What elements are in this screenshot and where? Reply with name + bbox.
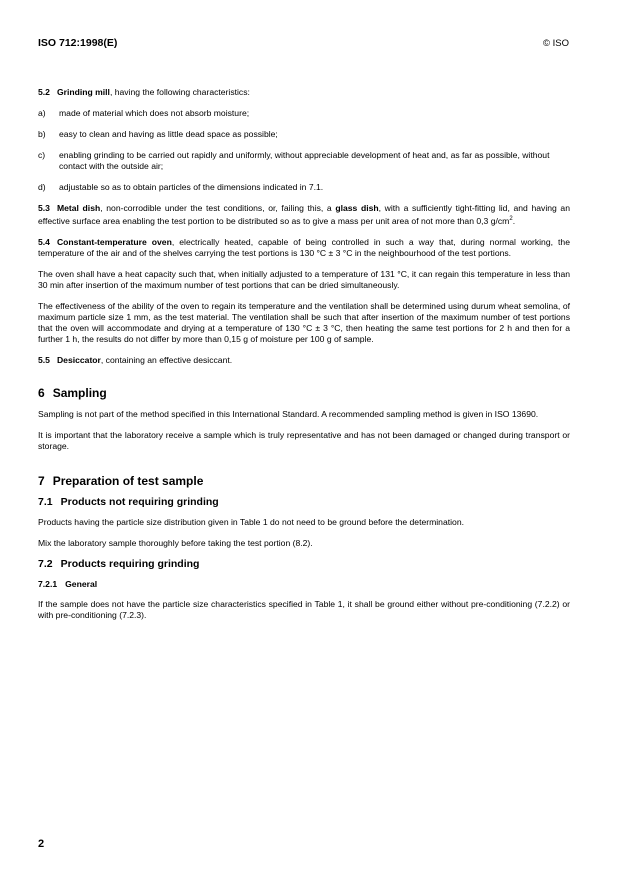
list-label: a)	[38, 108, 46, 118]
copyright-mark: © ISO	[542, 38, 569, 49]
page-number: 2	[38, 838, 45, 850]
subsubsection-number: 7.2.1	[38, 578, 58, 589]
subsection-heading-7-2	[38, 559, 570, 570]
clause-text: , electrically heated, capable of being controlled in such a way that, during normal working, the temperature of the air and of the shelves carrying the test portions is 130 °C ± 3 °C in the neighbourhood of the test portions.	[38, 236, 570, 258]
section-heading-6	[38, 385, 570, 400]
paragraph: Sampling is not part of the method specified in this International Standard. A recommended sampling method is given in ISO 13690.	[38, 408, 539, 419]
subsection-title: Products not requiring grinding	[60, 495, 219, 508]
list-text: easy to clean and having as little dead space as possible;	[59, 129, 278, 139]
section-title: Sampling	[52, 385, 107, 400]
superscript: 2	[509, 216, 513, 222]
clause-5-5	[38, 355, 570, 366]
clause-text: , with a sufficiently tight-fitting lid, and having an effective surface area enabling the test portion to be distributed so as to give a mass per unit area of not more than 0,3 g/cm	[38, 203, 570, 226]
clause-bold-term: glass dish	[335, 203, 379, 213]
list-item	[38, 182, 570, 193]
list-label: b)	[38, 129, 46, 139]
list-text: adjustable so as to obtain particles of the dimensions indicated in 7.1.	[59, 182, 324, 192]
clause-5-3	[38, 203, 570, 227]
paragraph: The effectiveness of the ability of the oven to regain its temperature and the ventilation shall be determined using durum wheat semolina, of maximum particle size 1 mm, as the test material. The ventilation shall be such that after insertion of the maximum number of test portions that the oven will accommodate and drying at a temperature of 130 °C ± 3 °C, then heating the same test portions for 2 h and then for a further 1 h, the results do not differ by more than 0,15 g of moisture per 100 g of sample.	[38, 300, 570, 344]
list-label: d)	[38, 182, 46, 192]
clause-text: , non-corrodible under the test conditions, or, failing this, a	[100, 203, 336, 213]
section-heading-7	[38, 473, 570, 488]
paragraph: The oven shall have a heat capacity such that, when initially adjusted to a temperature of 131 °C, it can regain this temperature in less than 30 min after insertion of the maximum number of test portions that can be dried simultaneously.	[38, 268, 570, 290]
section-number: 6	[38, 385, 45, 400]
clause-title: Metal dish	[56, 203, 101, 213]
clause-title: Constant-temperature oven	[56, 236, 172, 247]
clause-5-2	[38, 87, 570, 98]
list-item	[38, 108, 570, 119]
list-item	[38, 129, 570, 140]
clause-number: 5.4	[38, 236, 50, 247]
clause-title: Grinding mill	[56, 87, 110, 97]
paragraph: If the sample does not have the particle size characteristics specified in Table 1, it shall be ground either without pre-conditioning (7.2.2) or with pre-conditioning (7.2.3).	[38, 598, 570, 620]
clause-text: , having the following characteristics:	[109, 87, 250, 97]
document-body	[38, 87, 570, 631]
list-label: c)	[38, 150, 46, 160]
clause-text-end: .	[512, 215, 516, 226]
clause-5-4	[38, 237, 570, 259]
list-text: enabling grinding to be carried out rapidly and uniformly, without appreciable development of heat and, as far as possible, without contact with the outside air;	[59, 150, 550, 171]
clause-number: 5.3	[38, 203, 50, 213]
clause-number: 5.2	[38, 87, 50, 97]
clause-title: Desiccator	[56, 354, 101, 365]
paragraph: Products having the particle size distribution given in Table 1 do not need to be ground before the determination.	[38, 516, 464, 527]
subsection-number: 7.1	[38, 495, 53, 508]
section-number: 7	[38, 473, 45, 488]
section-title: Preparation of test sample	[52, 473, 204, 488]
subsubsection-title: General	[65, 578, 98, 589]
paragraph: Mix the laboratory sample thoroughly before taking the test portion (8.2).	[38, 537, 313, 548]
document-id: ISO 712:1998(E)	[38, 37, 118, 49]
clause-text: , containing an effective desiccant.	[100, 354, 233, 365]
subsubsection-heading-7-2-1	[38, 579, 570, 590]
subsection-heading-7-1	[38, 497, 570, 508]
clause-number: 5.5	[38, 354, 50, 365]
subsection-title: Products requiring grinding	[60, 557, 200, 570]
paragraph: It is important that the laboratory receive a sample which is truly representative and has not been damaged or changed during transport or storage.	[38, 429, 570, 451]
list-item	[38, 150, 570, 172]
list-text: made of material which does not absorb moisture;	[59, 108, 250, 118]
subsection-number: 7.2	[38, 557, 53, 570]
